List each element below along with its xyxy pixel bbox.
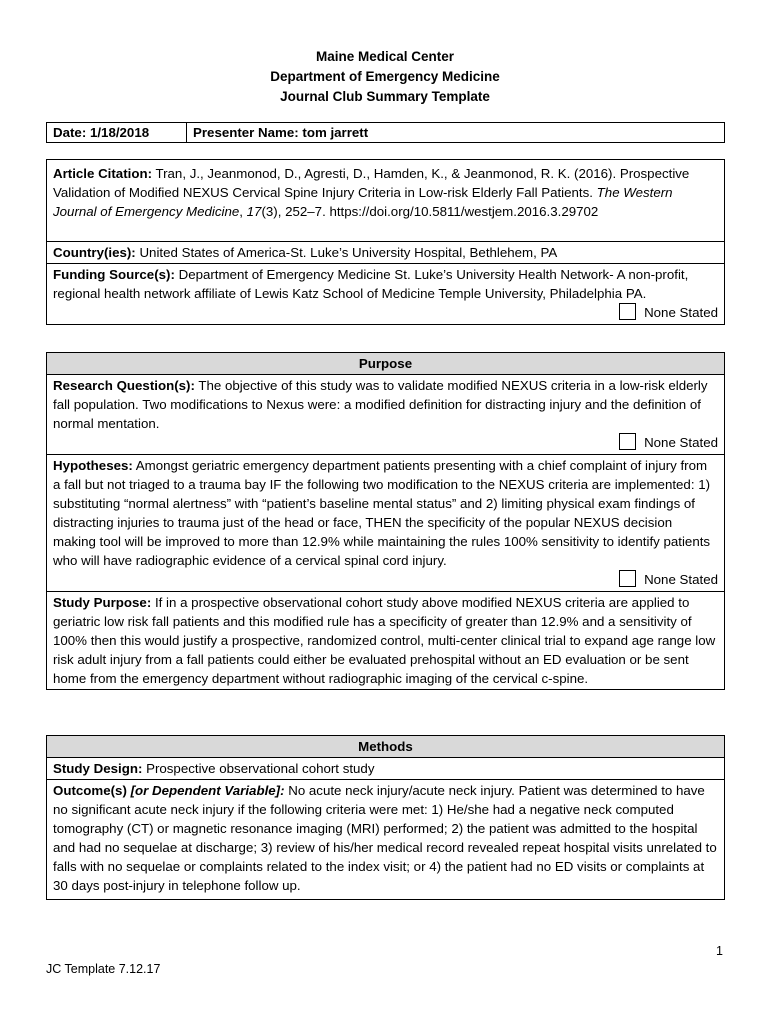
hypotheses-label: Hypotheses: bbox=[53, 458, 133, 473]
research-none-stated bbox=[53, 433, 718, 453]
institution-name: Maine Medical Center bbox=[315, 49, 455, 64]
citation-table bbox=[46, 159, 725, 325]
hypotheses-cell bbox=[47, 455, 725, 592]
purpose-table bbox=[46, 352, 725, 690]
hypotheses-none-stated bbox=[53, 570, 718, 590]
funding-cell bbox=[47, 264, 725, 325]
funding-none-checkbox[interactable] bbox=[619, 303, 636, 320]
hypotheses-value: Amongst geriatric emergency department patients presenting with a chief complaint of injury from a fall but not triaged to a trauma bay IF the following two modification to the NEXUS criteria are implemented: 1) substituting “normal alertness” with “patient’s baseline mental status” and 2) limiting physical exam findings of distracting injuries to trauma just of the head or face, THEN the specificity of the popular NEXUS decision making tool will be improved to more than 12.9% while maintaining the rules 100% sensitivity to identify patients who will have radiographic evidence of a cervical spinal cord injury. bbox=[53, 458, 711, 568]
template-version: JC Template 7.12.17 bbox=[46, 962, 161, 976]
citation-volume: 17 bbox=[246, 204, 262, 219]
study-purpose-value: If in a prospective observational cohort study above modified NEXUS criteria are applied to geriatric low risk fall patients and this modified rule has a specificity of greater than 12.9% and a sensitivity of 100% then this would justify a prospective, randomized control, multi-center clinical trial to expand age range low risk adult injury from a fall patients could either be evaluated prehospital without an ED evaluation or be sent home from the emergency department without radiographic imaging of the cervical c-spine. bbox=[53, 595, 716, 686]
citation-journal: The Western Journal of Emergency Medicine bbox=[53, 185, 673, 219]
research-question-label: Research Question(s): bbox=[53, 378, 195, 393]
purpose-title: Purpose bbox=[47, 353, 725, 375]
research-question-value: The objective of this study was to validate modified NEXUS criteria in a low-risk elderly fall population. Two modifications to Nexus were: a modified definition for distracting injury and the definition of normal mentation. bbox=[53, 378, 708, 431]
research-none-label: None Stated bbox=[644, 435, 718, 450]
funding-label: Funding Source(s): bbox=[53, 267, 175, 282]
study-purpose-label: Study Purpose: bbox=[53, 595, 152, 610]
presenter-label: Presenter Name: bbox=[193, 125, 299, 140]
citation-sep: , bbox=[239, 204, 243, 219]
date-value: 1/18/2018 bbox=[89, 125, 150, 140]
study-design-cell bbox=[47, 758, 725, 780]
funding-none-label: None Stated bbox=[644, 305, 718, 320]
outcome-label: Outcome(s) bbox=[53, 783, 127, 798]
research-question-cell bbox=[47, 375, 725, 455]
date-label: Date: bbox=[53, 125, 87, 140]
document-header bbox=[0, 47, 770, 107]
info-table bbox=[46, 122, 725, 143]
citation-label: Article Citation: bbox=[53, 166, 152, 181]
study-design-value: Prospective observational cohort study bbox=[146, 761, 375, 776]
outcome-cell bbox=[47, 780, 725, 900]
citation-text: Tran, J., Jeanmonod, D., Agresti, D., Hamden, K., & Jeanmonod, R. K. (2016). Prospective Validation of Modified NEXUS Cervical Spine Injury Criteria in Low-risk Elderly Fall Patients. bbox=[53, 166, 690, 200]
methods-table bbox=[46, 735, 725, 900]
hypotheses-none-label: None Stated bbox=[644, 572, 718, 587]
department-name: Department of Emergency Medicine bbox=[270, 69, 500, 84]
methods-title: Methods bbox=[47, 736, 725, 758]
research-none-checkbox[interactable] bbox=[619, 433, 636, 450]
country-cell bbox=[47, 242, 725, 264]
page-number: 1 bbox=[716, 944, 723, 958]
hypotheses-none-checkbox[interactable] bbox=[619, 570, 636, 587]
outcome-label-italic: [or Dependent Variable]: bbox=[130, 783, 285, 798]
presenter-cell bbox=[187, 123, 725, 143]
funding-none-stated bbox=[53, 303, 718, 323]
study-design-label: Study Design: bbox=[53, 761, 143, 776]
funding-value: Department of Emergency Medicine St. Luke’s University Health Network- A non-profit, regional health network affiliate of Lewis Katz School of Medicine Temple University, Philadelphia PA. bbox=[53, 267, 689, 301]
citation-rest: (3), 252–7. https://doi.org/10.5811/westjem.2016.3.29702 bbox=[261, 204, 599, 219]
country-label: Country(ies): bbox=[53, 245, 136, 260]
country-value: United States of America-St. Luke’s University Hospital, Bethlehem, PA bbox=[139, 245, 558, 260]
citation-cell bbox=[47, 160, 725, 242]
template-title: Journal Club Summary Template bbox=[280, 89, 490, 104]
study-purpose-cell bbox=[47, 592, 725, 690]
outcome-value: No acute neck injury/acute neck injury. Patient was determined to have no significant acute neck injury if the following criteria were met: 1) He/she had a negative neck computed tomography (CT) or magnetic resonance imaging (MRI) performed; 2) the patient was admitted to the hospital and had no sequelae at discharge; 3) review of his/her medical record revealed repeat hospital visits unrelated to falls with no sequelae or complaints related to the index visit; or 4) the patient had no ED visits or complaints at 30 days post-injury in telephone follow up. bbox=[53, 783, 717, 893]
presenter-value: tom jarrett bbox=[302, 125, 369, 140]
date-cell bbox=[47, 123, 187, 143]
